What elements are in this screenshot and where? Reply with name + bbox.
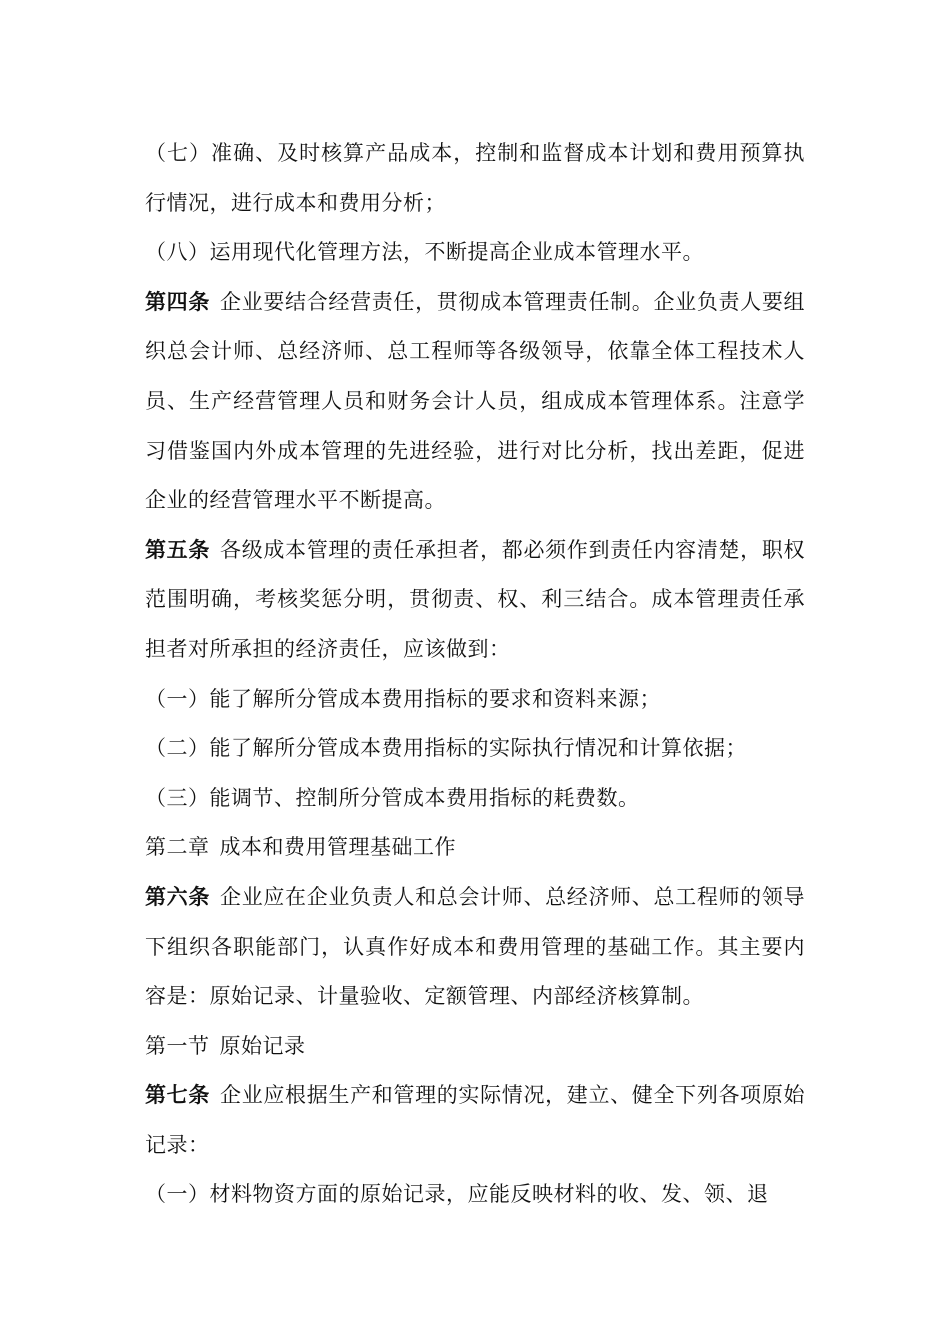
article-5-item-2 xyxy=(145,724,805,774)
paragraph-item-8 xyxy=(145,228,805,278)
article-label: 第四条 xyxy=(145,289,211,314)
chapter-title: 成本和费用管理基础工作 xyxy=(219,835,456,860)
article-text: 企业要结合经营责任，贯彻成本管理责任制。企业负责人要组织总会计师、总经济师、总工程师等各级领导，依靠全体工程技术人员、生产经营管理人员和财务会计人员，组成成本管理体系。注意学习借鉴国内外成本管理的先进经验，进行对比分析，找出差距，促进企业的经营管理水平不断提高。 xyxy=(145,289,806,513)
article-5-item-3 xyxy=(145,774,805,824)
article-text: 企业应根据生产和管理的实际情况，建立、健全下列各项原始记录： xyxy=(145,1083,806,1157)
paragraph-item-7 xyxy=(145,129,805,228)
paragraph-text: （七）准确、及时核算产品成本，控制和监督成本计划和费用预算执行情况，进行成本和费用分析； xyxy=(145,141,805,215)
section-1-heading xyxy=(145,1022,805,1072)
document-body xyxy=(145,129,805,1220)
article-text: 各级成本管理的责任承担者，都必须作到责任内容清楚，职权范围明确，考核奖惩分明，贯彻责、权、利三结合。成本管理责任承担者对所承担的经济责任，应该做到： xyxy=(145,537,806,661)
section-number: 第一节 xyxy=(145,1033,210,1058)
article-4 xyxy=(145,278,805,526)
list-item-text: （三）能调节、控制所分管成本费用指标的耗费数。 xyxy=(145,785,640,810)
section-title: 原始记录 xyxy=(219,1033,306,1058)
list-item-text: （二）能了解所分管成本费用指标的实际执行情况和计算依据； xyxy=(145,736,747,761)
article-text: 企业应在企业负责人和总会计师、总经济师、总工程师的领导下组织各职能部门，认真作好成本和费用管理的基础工作。其主要内容是：原始记录、计量验收、定额管理、内部经济核算制。 xyxy=(145,884,806,1009)
article-label: 第五条 xyxy=(145,537,211,562)
article-5-item-1 xyxy=(145,675,805,725)
article-5 xyxy=(145,526,805,675)
article-7 xyxy=(145,1071,805,1170)
article-label: 第六条 xyxy=(145,884,211,909)
chapter-number: 第二章 xyxy=(145,835,210,860)
list-item-text: （一）材料物资方面的原始记录，应能反映材料的收、发、领、退 xyxy=(145,1182,769,1207)
paragraph-text: （八）运用现代化管理方法，不断提高企业成本管理水平。 xyxy=(145,240,704,265)
chapter-2-heading xyxy=(145,823,805,873)
article-label: 第七条 xyxy=(145,1083,211,1108)
article-6 xyxy=(145,873,805,1022)
article-7-item-1 xyxy=(145,1170,805,1220)
list-item-text: （一）能了解所分管成本费用指标的要求和资料来源； xyxy=(145,686,661,711)
